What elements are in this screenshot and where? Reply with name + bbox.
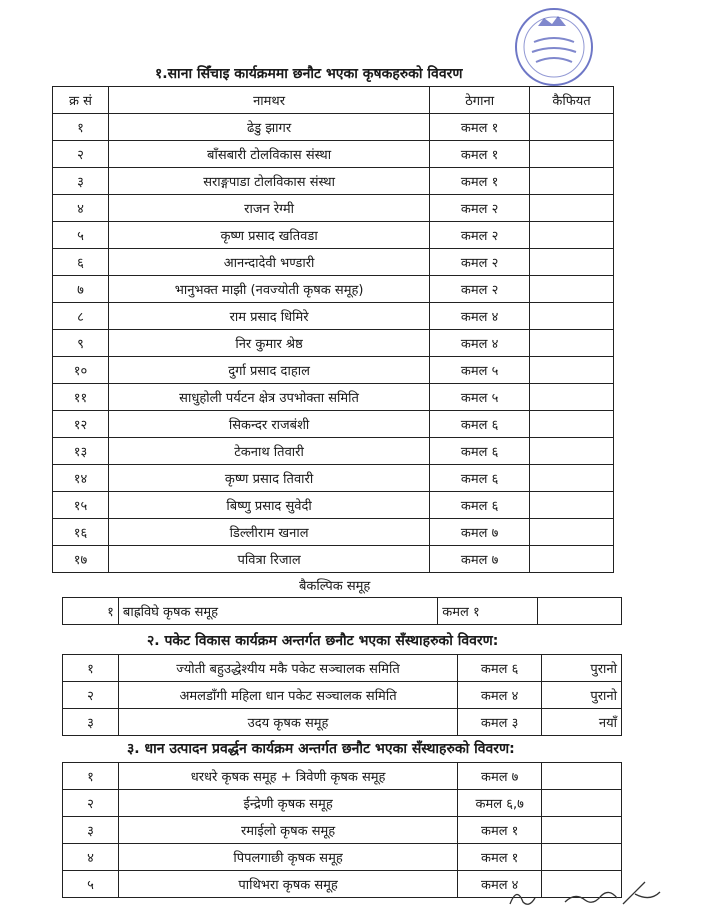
address-cell: कमल २ xyxy=(430,195,530,222)
section1-row xyxy=(53,330,614,357)
serial-cell: २ xyxy=(63,790,119,817)
serial-cell: ५ xyxy=(53,222,109,249)
address-cell: कमल २ xyxy=(430,222,530,249)
address-cell: कमल १ xyxy=(430,141,530,168)
section2-title: २. पकेट विकास कार्यक्रम अन्तर्गत छनौट भएका सँस्थाहरुको विवरण: xyxy=(147,633,499,649)
section1-row xyxy=(53,492,614,519)
serial-cell: १ xyxy=(53,114,109,141)
address-cell: कमल ७ xyxy=(430,546,530,573)
section1-row xyxy=(53,411,614,438)
section1-row xyxy=(53,519,614,546)
name-cell: ढेडु झागर xyxy=(108,114,429,141)
section2-row xyxy=(63,682,622,709)
remarks-cell xyxy=(530,492,614,519)
name-cell: पिपलगाछी कृषक समूह xyxy=(118,844,457,871)
section1-row xyxy=(53,168,614,195)
serial-cell: १ xyxy=(63,598,119,625)
serial-cell: १३ xyxy=(53,438,109,465)
remarks-cell xyxy=(530,384,614,411)
serial-cell: ७ xyxy=(53,276,109,303)
remarks-cell xyxy=(530,249,614,276)
name-cell: कृष्ण प्रसाद खतिवडा xyxy=(108,222,429,249)
address-cell: कमल ६ xyxy=(430,465,530,492)
address-cell: कमल ७ xyxy=(430,519,530,546)
name-cell: ज्योती बहुउद्धेश्यीय मकै पकेट सञ्चालक समिति xyxy=(118,655,457,682)
remarks-cell xyxy=(530,168,614,195)
section1-row xyxy=(53,249,614,276)
remarks-cell xyxy=(530,411,614,438)
serial-cell: १४ xyxy=(53,465,109,492)
signature-mark xyxy=(505,874,665,910)
address-cell: कमल १ xyxy=(430,168,530,195)
alternative-table xyxy=(62,597,622,625)
section2-table xyxy=(62,654,622,736)
remarks-cell xyxy=(530,465,614,492)
section1-row xyxy=(53,141,614,168)
serial-cell: २ xyxy=(63,682,119,709)
name-cell: भानुभक्त माझी (नवज्योती कृषक समूह) xyxy=(108,276,429,303)
name-cell: पवित्रा रिजाल xyxy=(108,546,429,573)
section1-row xyxy=(53,465,614,492)
name-cell: ईन्द्रेणी कृषक समूह xyxy=(118,790,457,817)
address-cell: कमल ४ xyxy=(458,682,542,709)
serial-cell: १ xyxy=(63,763,119,790)
section1-row xyxy=(53,438,614,465)
section1-row xyxy=(53,546,614,573)
office-seal-stamp xyxy=(508,4,600,90)
serial-cell: २ xyxy=(53,141,109,168)
serial-cell: १५ xyxy=(53,492,109,519)
section3-row xyxy=(63,790,622,817)
address-cell: कमल १ xyxy=(458,817,542,844)
serial-cell: ३ xyxy=(53,168,109,195)
section1-row xyxy=(53,276,614,303)
address-cell: कमल १ xyxy=(438,598,538,625)
address-cell: कमल ७ xyxy=(458,763,542,790)
serial-cell: ५ xyxy=(63,871,119,898)
remarks-cell xyxy=(542,790,622,817)
section3-title: ३. धान उत्पादन प्रवर्द्धन कार्यक्रम अन्तर्गत छनौट भएका सँस्थाहरुको विवरण: xyxy=(127,741,515,757)
address-cell: कमल ४ xyxy=(430,330,530,357)
serial-cell: १७ xyxy=(53,546,109,573)
table-header-row xyxy=(53,87,614,114)
header-name: नामथर xyxy=(108,87,429,114)
address-cell: कमल २ xyxy=(430,249,530,276)
serial-cell: ३ xyxy=(63,709,119,736)
remarks-cell xyxy=(530,330,614,357)
address-cell: कमल ६,७ xyxy=(458,790,542,817)
remarks-cell xyxy=(530,114,614,141)
serial-cell: ९ xyxy=(53,330,109,357)
address-cell: कमल १ xyxy=(430,114,530,141)
address-cell: कमल ५ xyxy=(430,384,530,411)
remarks-cell xyxy=(542,844,622,871)
name-cell: पाथिभरा कृषक समूह xyxy=(118,871,457,898)
section3-row xyxy=(63,817,622,844)
address-cell: कमल १ xyxy=(458,844,542,871)
remarks-cell: नयाँ xyxy=(542,709,622,736)
serial-cell: ८ xyxy=(53,303,109,330)
alternative-row xyxy=(63,598,622,625)
remarks-cell xyxy=(530,438,614,465)
section1-row xyxy=(53,303,614,330)
name-cell: आनन्दादेवी भण्डारी xyxy=(108,249,429,276)
name-cell: रमाईलो कृषक समूह xyxy=(118,817,457,844)
name-cell: टेकनाथ तिवारी xyxy=(108,438,429,465)
section1-title: १.साना सिँचाइ कार्यक्रममा छनौट भएका कृषकहरुको विवरण xyxy=(155,66,463,82)
name-cell: बिष्णु प्रसाद सुवेदी xyxy=(108,492,429,519)
address-cell: कमल ६ xyxy=(430,411,530,438)
header-sn: क्र सं xyxy=(53,87,109,114)
name-cell: बाह्रविघे कृषक समूह xyxy=(118,598,437,625)
remarks-cell xyxy=(542,763,622,790)
header-remarks: कैफियत xyxy=(530,87,614,114)
section2-row xyxy=(63,709,622,736)
section1-row xyxy=(53,357,614,384)
remarks-cell xyxy=(530,546,614,573)
address-cell: कमल ४ xyxy=(430,303,530,330)
address-cell: कमल ६ xyxy=(430,438,530,465)
name-cell: राजन रेग्मी xyxy=(108,195,429,222)
serial-cell: १० xyxy=(53,357,109,384)
remarks-cell xyxy=(530,357,614,384)
serial-cell: ४ xyxy=(53,195,109,222)
name-cell: निर कुमार श्रेष्ठ xyxy=(108,330,429,357)
name-cell: दुर्गा प्रसाद दाहाल xyxy=(108,357,429,384)
serial-cell: ३ xyxy=(63,817,119,844)
section3-row xyxy=(63,844,622,871)
serial-cell: ११ xyxy=(53,384,109,411)
alternative-group-title: बैकल्पिक समूह xyxy=(299,579,371,594)
serial-cell: १२ xyxy=(53,411,109,438)
section1-row xyxy=(53,222,614,249)
name-cell: कृष्ण प्रसाद तिवारी xyxy=(108,465,429,492)
address-cell: कमल ६ xyxy=(458,655,542,682)
remarks-cell xyxy=(538,598,622,625)
remarks-cell xyxy=(530,141,614,168)
address-cell: कमल ३ xyxy=(458,709,542,736)
section1-row xyxy=(53,195,614,222)
remarks-cell xyxy=(530,222,614,249)
name-cell: उदय कृषक समूह xyxy=(118,709,457,736)
remarks-cell xyxy=(530,519,614,546)
address-cell: कमल ४ xyxy=(458,871,542,898)
name-cell: अमलडाँगी महिला धान पकेट सञ्चालक समिति xyxy=(118,682,457,709)
serial-cell: १६ xyxy=(53,519,109,546)
serial-cell: ६ xyxy=(53,249,109,276)
name-cell: सिकन्दर राजबंशी xyxy=(108,411,429,438)
remarks-cell: पुरानो xyxy=(542,682,622,709)
name-cell: बाँसबारी टोलविकास संस्था xyxy=(108,141,429,168)
remarks-cell xyxy=(530,276,614,303)
name-cell: डिल्लीराम खनाल xyxy=(108,519,429,546)
address-cell: कमल ६ xyxy=(430,492,530,519)
name-cell: सराङ्गपाडा टोलविकास संस्था xyxy=(108,168,429,195)
remarks-cell: पुरानो xyxy=(542,655,622,682)
name-cell: धरधरे कृषक समूह + त्रिवेणी कृषक समूह xyxy=(118,763,457,790)
address-cell: कमल २ xyxy=(430,276,530,303)
remarks-cell xyxy=(542,817,622,844)
section1-row xyxy=(53,384,614,411)
serial-cell: १ xyxy=(63,655,119,682)
section1-row xyxy=(53,114,614,141)
section3-row xyxy=(63,763,622,790)
address-cell: कमल ५ xyxy=(430,357,530,384)
section2-row xyxy=(63,655,622,682)
serial-cell: ४ xyxy=(63,844,119,871)
header-address: ठेगाना xyxy=(430,87,530,114)
section1-table xyxy=(52,86,614,573)
name-cell: साधुहोली पर्यटन क्षेत्र उपभोक्ता समिति xyxy=(108,384,429,411)
remarks-cell xyxy=(530,303,614,330)
remarks-cell xyxy=(530,195,614,222)
name-cell: राम प्रसाद धिमिरे xyxy=(108,303,429,330)
